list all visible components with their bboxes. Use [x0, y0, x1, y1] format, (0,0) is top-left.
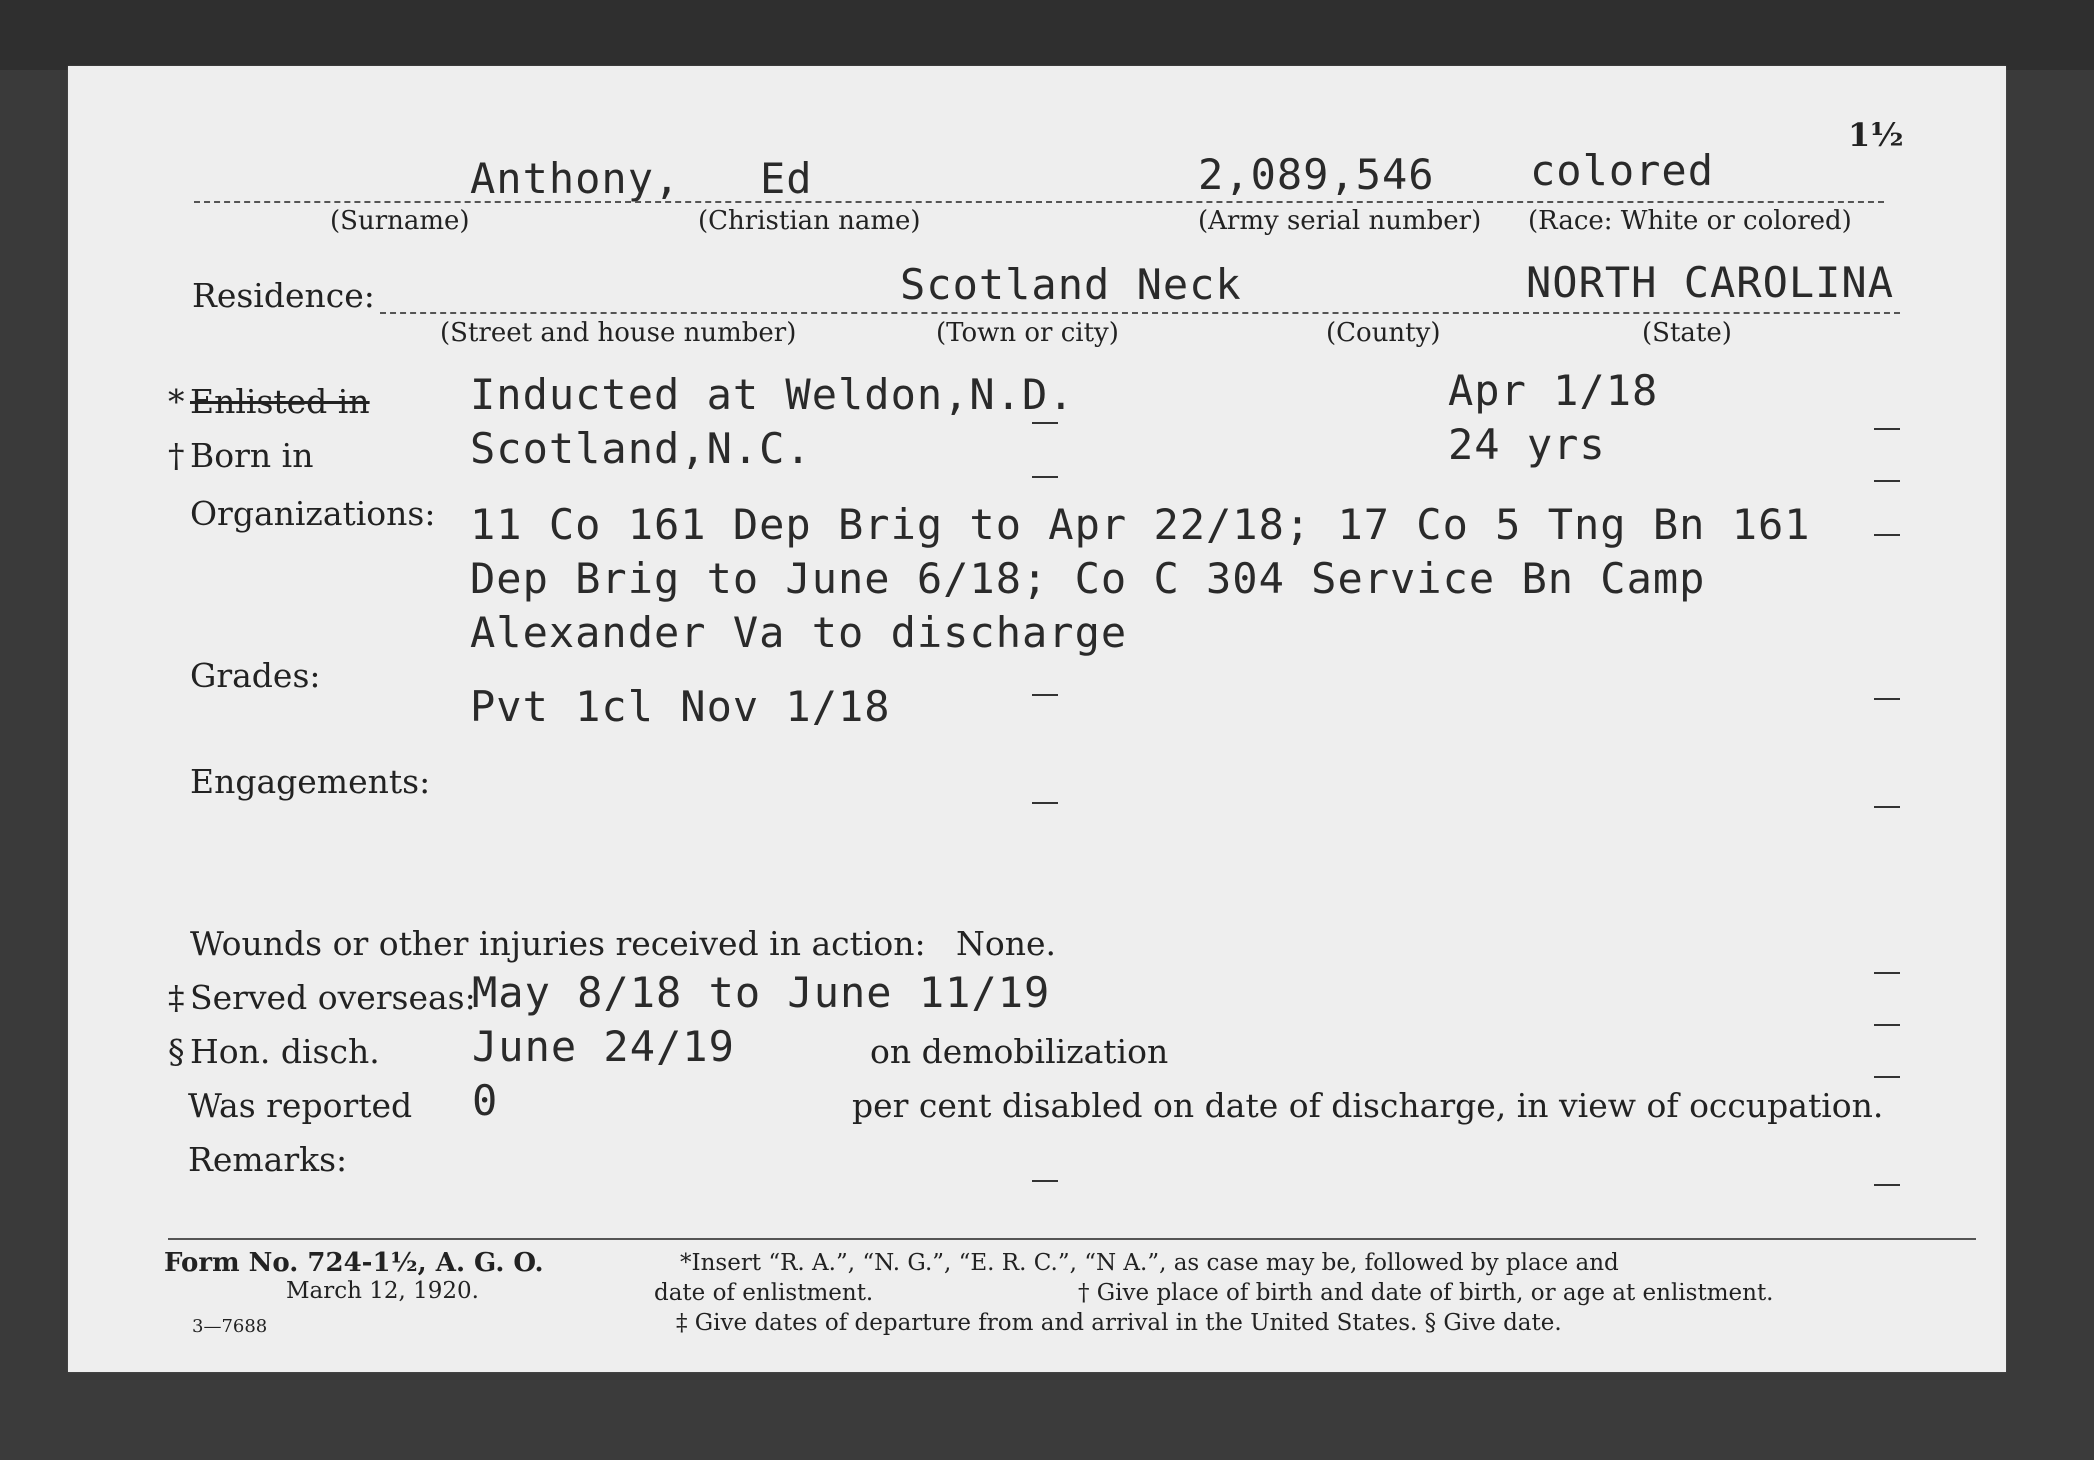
organizations-line-3: Alexander Va to discharge	[470, 608, 1128, 657]
surname-value: Anthony,	[470, 154, 681, 203]
discharge-tick-right	[1874, 1076, 1900, 1078]
wounds-value: None.	[956, 924, 1057, 963]
grades-label: Grades:	[190, 656, 321, 695]
race-value: colored	[1530, 146, 1715, 195]
enlisted-marker: *	[168, 382, 185, 421]
residence-label: Residence:	[192, 276, 375, 315]
enlisted-date: Apr 1/18	[1448, 366, 1659, 415]
discharge-marker: §	[168, 1032, 185, 1071]
overseas-tick-right	[1874, 1024, 1900, 1026]
christian-name-value: Ed	[760, 154, 813, 203]
overseas-marker: ‡	[168, 978, 185, 1017]
residence-state-value: NORTH CAROLINA	[1526, 258, 1895, 307]
reported-label: Was reported	[188, 1086, 413, 1125]
surname-label: (Surname)	[330, 206, 470, 236]
footnote-3: ‡ Give dates of departure from and arrival in the United States. § Give date.	[676, 1310, 1562, 1336]
born-label: Born in	[190, 436, 314, 475]
scan-border-bottom	[0, 1380, 2094, 1460]
organizations-line-2: Dep Brig to June 6/18; Co C 304 Service Bn Camp	[470, 554, 1706, 603]
engagements-tick-right	[1874, 806, 1900, 808]
discharge-note: on demobilization	[870, 1032, 1169, 1071]
service-record-card	[68, 66, 2006, 1372]
overseas-label: Served overseas:	[190, 978, 476, 1017]
grades-tick-right	[1874, 698, 1900, 700]
grades-value: Pvt 1cl Nov 1/18	[470, 682, 891, 731]
card-number: 1½	[1848, 116, 1904, 154]
wounds-tick-right	[1874, 972, 1900, 974]
organizations-label: Organizations:	[190, 494, 436, 533]
wounds-label: Wounds or other injuries received in action:	[190, 924, 926, 963]
enlisted-value: Inducted at Weldon,N.D.	[470, 370, 1075, 419]
state-label: (State)	[1642, 318, 1732, 348]
enlisted-label: Enlisted in	[190, 382, 370, 421]
form-date: March 12, 1920.	[286, 1278, 479, 1304]
reported-value: 0	[472, 1076, 499, 1125]
serial-number-label: (Army serial number)	[1198, 206, 1482, 236]
discharge-label: Hon. disch.	[190, 1032, 380, 1071]
overseas-value: May 8/18 to June 11/19	[472, 968, 1051, 1017]
grades-tick-mid	[1032, 694, 1058, 696]
race-label: (Race: White or colored)	[1528, 206, 1852, 236]
remarks-tick-mid	[1032, 1180, 1058, 1182]
header-dotted-line	[194, 201, 1884, 203]
engagements-label: Engagements:	[190, 762, 431, 801]
christian-name-label: (Christian name)	[698, 206, 921, 236]
born-tick-mid	[1032, 476, 1058, 478]
remarks-label: Remarks:	[188, 1140, 348, 1179]
print-code: 3—7688	[192, 1316, 268, 1337]
engagements-tick-mid	[1032, 802, 1058, 804]
enlisted-tick-right	[1874, 428, 1900, 430]
organizations-line-1: 11 Co 161 Dep Brig to Apr 22/18; 17 Co 5 Tng Bn 161	[470, 500, 1811, 549]
county-label: (County)	[1326, 318, 1441, 348]
footer-rule	[168, 1238, 1976, 1240]
town-label: (Town or city)	[936, 318, 1119, 348]
born-age: 24 yrs	[1448, 420, 1606, 469]
form-number: Form No. 724-1½, A. G. O.	[164, 1248, 544, 1278]
organizations-tick-right	[1874, 534, 1900, 536]
footnote-2-left: date of enlistment.	[654, 1280, 874, 1306]
footnote-2-right: † Give place of birth and date of birth, or age at enlistment.	[1078, 1280, 1774, 1306]
footnote-1: *Insert “R. A.”, “N. G.”, “E. R. C.”, “N A.”, as case may be, followed by place and	[680, 1250, 1619, 1276]
born-tick-right	[1874, 480, 1900, 482]
discharge-value: June 24/19	[472, 1022, 735, 1071]
remarks-tick-right	[1874, 1184, 1900, 1186]
scan-border-top	[0, 0, 2094, 70]
born-value: Scotland,N.C.	[470, 424, 812, 473]
born-marker: †	[168, 436, 185, 475]
serial-number-value: 2,089,546	[1198, 150, 1435, 199]
reported-note: per cent disabled on date of discharge, in view of occupation.	[852, 1086, 1884, 1125]
street-label: (Street and house number)	[440, 318, 797, 348]
enlisted-tick-mid	[1032, 422, 1058, 424]
residence-town-value: Scotland Neck	[900, 260, 1242, 309]
residence-dotted-line	[380, 312, 1900, 314]
